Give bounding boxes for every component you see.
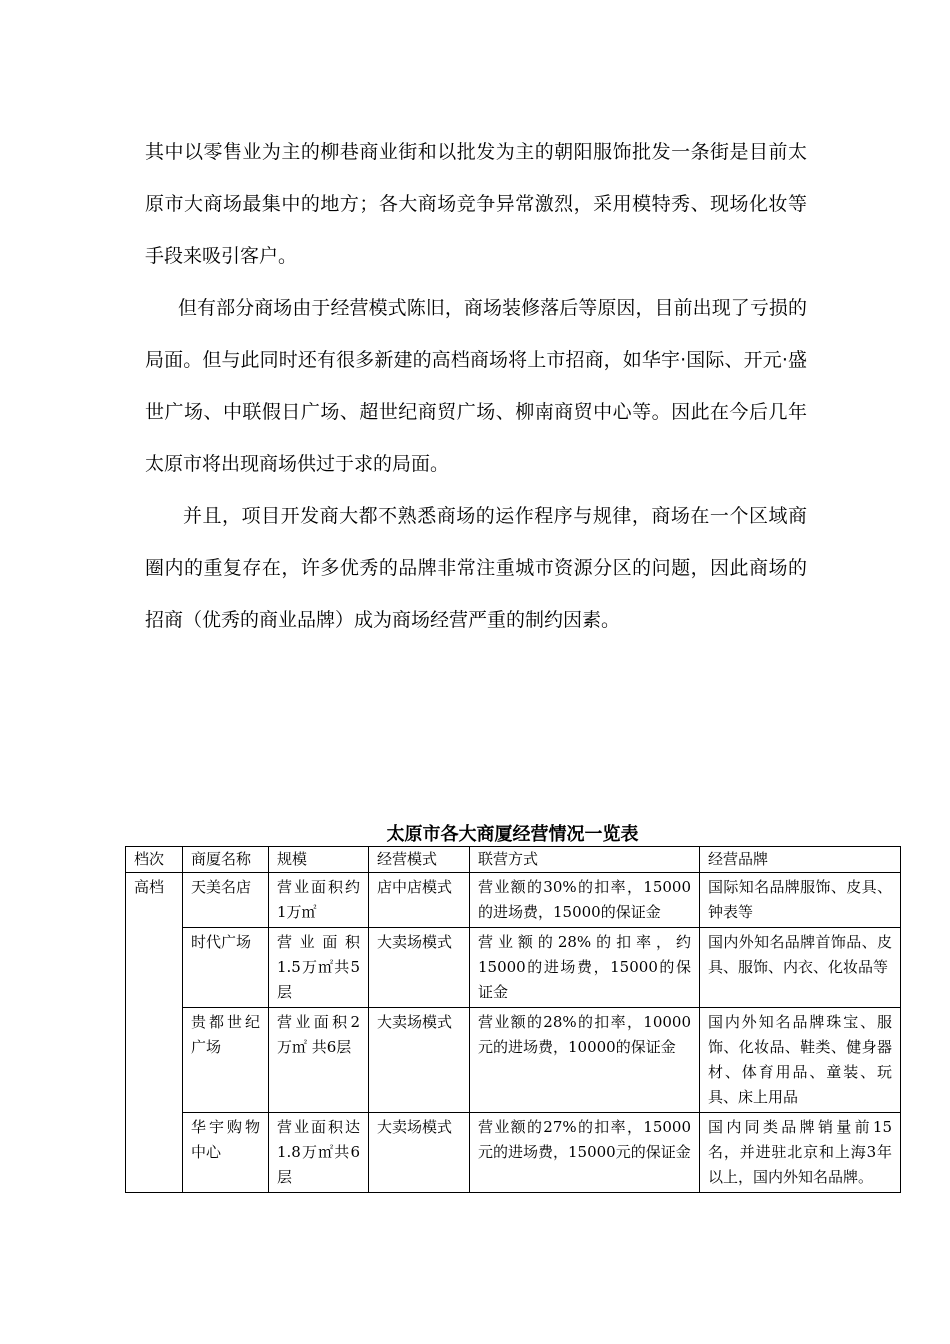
cell-joint: 营业额的27%的扣率，15000元的进场费，15000元的保证金 xyxy=(470,1113,700,1193)
cell-mode: 店中店模式 xyxy=(369,873,470,928)
cell-name: 天美名店 xyxy=(183,873,269,928)
cell-brands: 国内外知名品牌珠宝、服饰、化妆品、鞋类、健身器材、体育用品、童装、玩具、床上用品 xyxy=(700,1008,901,1113)
cell-mode: 大卖场模式 xyxy=(369,1113,470,1193)
header-scale: 规模 xyxy=(269,847,369,873)
table-row xyxy=(126,873,901,928)
table-header-row xyxy=(126,847,901,873)
cell-joint: 营业额的30%的扣率，15000的进场费，15000的保证金 xyxy=(470,873,700,928)
paragraph-2: 但有部分商场由于经营模式陈旧，商场装修落后等原因，目前出现了亏损的局面。但与此同时还有很多新建的高档商场将上市招商，如华宇·国际、开元·盛世广场、中联假日广场、超世纪商贸广场、柳南商贸中心等。因此在今后几年太原市将出现商场供过于求的局面。 xyxy=(145,297,807,475)
cell-scale: 营业面积2万㎡ 共6层 xyxy=(269,1008,369,1113)
header-name: 商厦名称 xyxy=(183,847,269,873)
header-tier: 档次 xyxy=(126,847,183,873)
cell-brands: 国际知名品牌服饰、皮具、钟表等 xyxy=(700,873,901,928)
cell-brands: 国内外知名品牌首饰品、皮具、服饰、内衣、化妆品等 xyxy=(700,928,901,1008)
table-row xyxy=(126,928,901,1008)
cell-name: 华宇购物中心 xyxy=(183,1113,269,1193)
cell-joint: 营业额的28%的扣率，约15000的进场费，15000的保证金 xyxy=(470,928,700,1008)
table-row xyxy=(126,1113,901,1193)
cell-name: 时代广场 xyxy=(183,928,269,1008)
cell-joint: 营业额的28%的扣率，10000元的进场费，10000的保证金 xyxy=(470,1008,700,1113)
paragraph-3: 并且，项目开发商大都不熟悉商场的运作程序与规律，商场在一个区域商圈内的重复存在，许多优秀的品牌非常注重城市资源分区的问题，因此商场的招商（优秀的商业品牌）成为商场经营严重的制约因素。 xyxy=(145,505,807,631)
cell-scale: 营业面积达1.8万㎡共6层 xyxy=(269,1113,369,1193)
table-title: 太原市各大商厦经营情况一览表 xyxy=(386,824,639,845)
cell-mode: 大卖场模式 xyxy=(369,928,470,1008)
header-mode: 经营模式 xyxy=(369,847,470,873)
cell-scale: 营业面积约1万㎡ xyxy=(269,873,369,928)
table-row xyxy=(126,1008,901,1113)
cell-scale: 营业面积1.5万㎡共5层 xyxy=(269,928,369,1008)
tier-cell: 高档 xyxy=(126,873,183,1193)
mall-table xyxy=(125,846,901,1193)
cell-mode: 大卖场模式 xyxy=(369,1008,470,1113)
paragraph-1: 其中以零售业为主的柳巷商业街和以批发为主的朝阳服饰批发一条街是目前太原市大商场最集中的地方；各大商场竞争异常激烈，采用模特秀、现场化妆等手段来吸引客户。 xyxy=(145,141,807,267)
cell-brands: 国内同类品牌销量前15名，并进驻北京和上海3年以上，国内外知名品牌。 xyxy=(700,1113,901,1193)
header-joint: 联营方式 xyxy=(470,847,700,873)
cell-name: 贵都世纪广场 xyxy=(183,1008,269,1113)
header-brands: 经营品牌 xyxy=(700,847,901,873)
